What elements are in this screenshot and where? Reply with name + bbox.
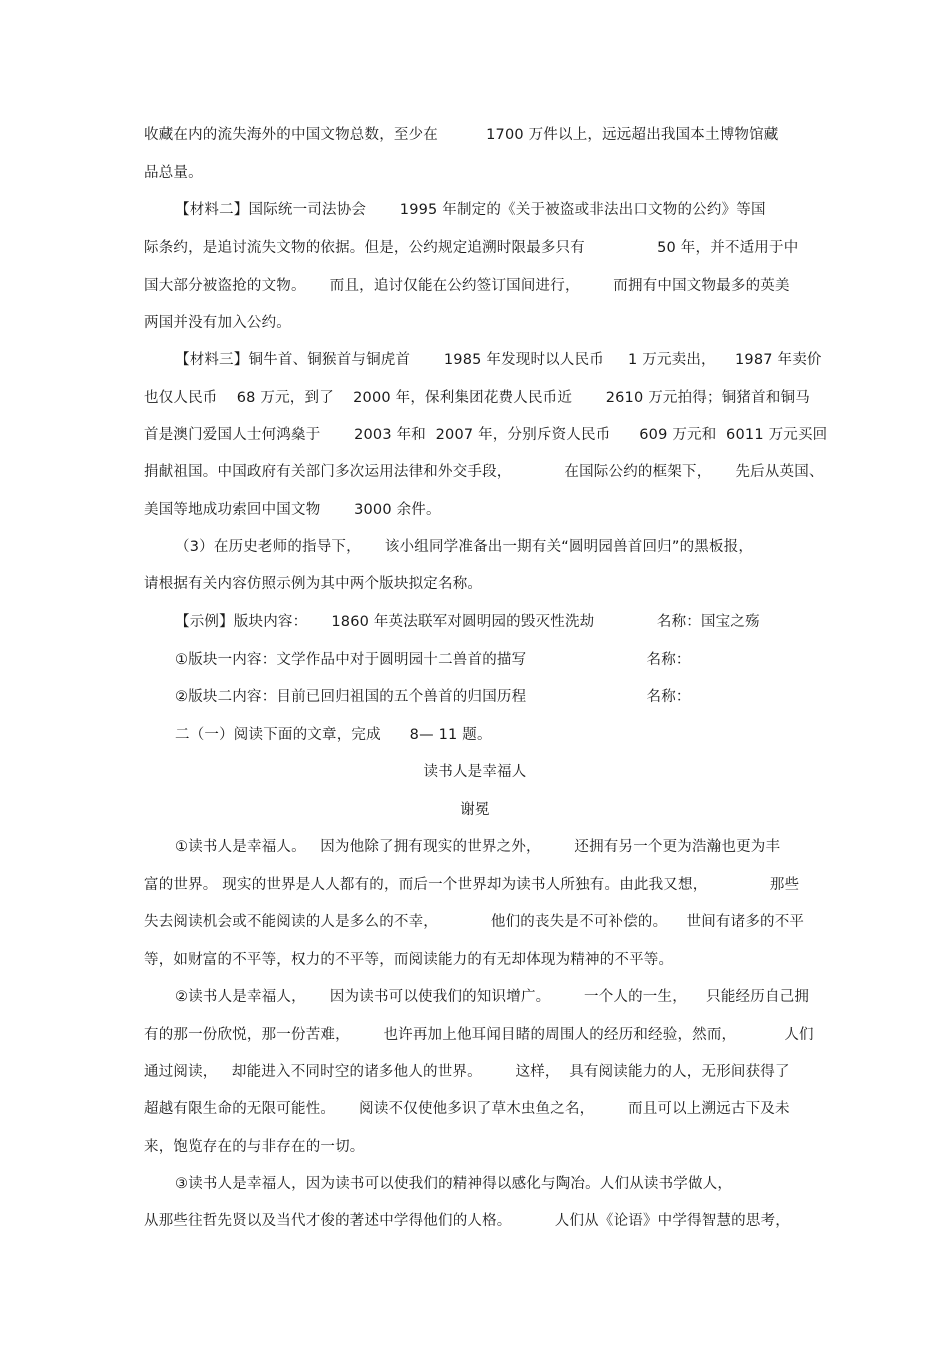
text-line: 美国等地成功索回中国文物 3000 余件。: [144, 502, 441, 518]
text-line: ②读书人是幸福人， 因为读书可以使我们的知识增广。 一个人的一生， 只能经历自己拥: [175, 989, 810, 1005]
text-line: 超越有限生命的无限可能性。 阅读不仅使他多识了草木虫鱼之名， 而且可以上溯远古下及未: [144, 1101, 790, 1117]
text-line: 也仅人民币 68 万元，到了 2000 年，保利集团花费人民币近 2610 万元拍得；铜猪首和铜马: [144, 390, 810, 406]
text-line: 请根据有关内容仿照示例为其中两个版块拟定名称。: [144, 576, 483, 592]
text-line: 国大部分被盗抢的文物。 而且，追讨仅能在公约签订国间进行， 而拥有中国文物最多的英美: [144, 278, 790, 294]
text-line: 际条约，是追讨流失文物的依据。但是，公约规定追溯时限最多只有 50 年，并不适用于中: [144, 240, 799, 256]
text-line: 品总量。: [144, 165, 203, 181]
text-line: 收藏在内的流失海外的中国文物总数，至少在 1700 万件以上，远远超出我国本土博物馆藏: [144, 127, 779, 143]
text-line: ①版块一内容：文学作品中对于圆明园十二兽首的描写 名称：: [175, 652, 691, 668]
text-line: 捐献祖国。中国政府有关部门多次运用法律和外交手段， 在国际公约的框架下， 先后从英国、: [144, 464, 824, 480]
text-line: ①读书人是幸福人。 因为他除了拥有现实的世界之外， 还拥有另一个更为浩瀚也更为丰: [175, 839, 781, 855]
text-line: 两国并没有加入公约。: [144, 315, 291, 331]
text-line: 【示例】版块内容： 1860 年英法联军对圆明园的毁灭性洗劫 名称：国宝之殇: [175, 614, 760, 630]
text-line: 【材料三】铜牛首、铜猴首与铜虎首 1985 年发现时以人民币 1 万元卖出， 1987 年卖价: [175, 352, 822, 368]
text-line: 通过阅读， 却能进入不同时空的诸多他人的世界。 这样， 具有阅读能力的人，无形间获得了: [144, 1064, 790, 1080]
text-line: ②版块二内容：目前已回归祖国的五个兽首的归国历程 名称：: [175, 689, 691, 705]
text-line: 来，饱览存在的与非存在的一切。: [144, 1139, 365, 1155]
text-line: ③读书人是幸福人，因为读书可以使我们的精神得以感化与陶冶。人们从读书学做人，: [175, 1176, 733, 1192]
text-line: 失去阅读机会或不能阅读的人是多么的不幸， 他们的丧失是不可补偿的。 世间有诸多的不平: [144, 914, 805, 930]
text-line: 【材料二】国际统一司法协会 1995 年制定的《关于被盗或非法出口文物的公约》等国: [175, 202, 766, 218]
text-line: 富的世界。 现实的世界是人人都有的，而后一个世界却为读书人所独有。由此我又想， 那些: [144, 877, 800, 893]
text-line: （3）在历史老师的指导下， 该小组同学准备出一期有关“圆明园兽首回归”的黑板报，: [175, 539, 754, 555]
text-line: 有的那一份欣悦，那一份苦难， 也许再加上他耳闻目睹的周围人的经历和经验，然而， 人们: [144, 1027, 814, 1043]
text-line: 首是澳门爱国人士何鸿燊于 2003 年和 2007 年，分别斥资人民币 609 万元和 6011 万元买回: [144, 427, 828, 443]
text-line: 从那些往哲先贤以及当代才俊的著述中学得他们的人格。 人们从《论语》中学得智慧的思考，: [144, 1213, 790, 1229]
article-author: 谢冕: [460, 802, 490, 818]
article-title: 读书人是幸福人: [423, 764, 527, 780]
text-line: 二（一）阅读下面的文章，完成 8— 11 题。: [175, 727, 492, 743]
text-line: 等，如财富的不平等，权力的不平等，而阅读能力的有无却体现为精神的不平等。: [144, 952, 674, 968]
